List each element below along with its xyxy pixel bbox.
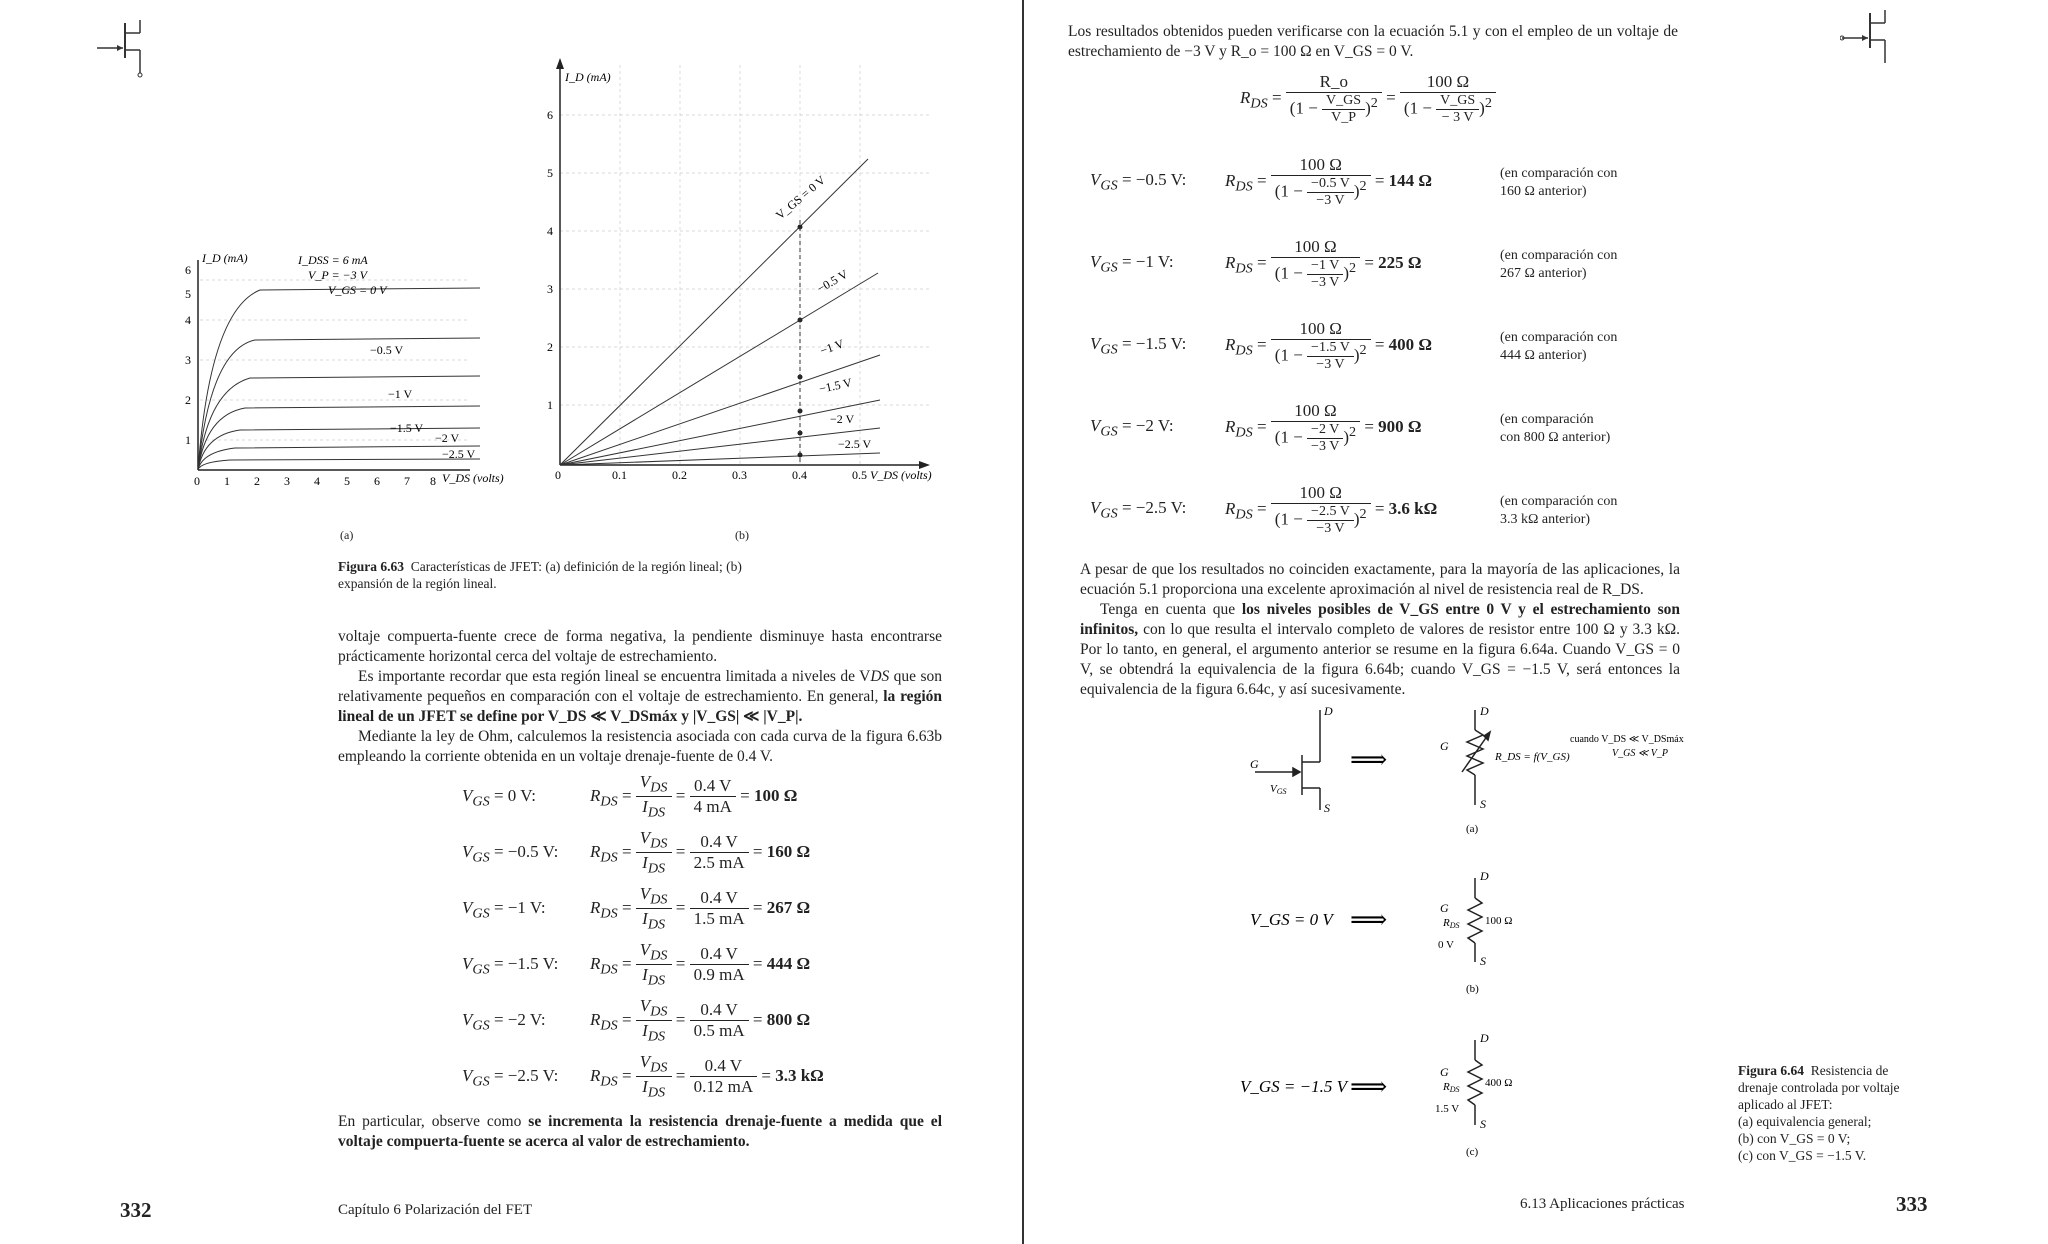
svg-text:6: 6: [185, 263, 191, 277]
paragraph: Mediante la ley de Ohm, calculemos la resistencia asociada con cada curva de la figura 6.63b empleando la corriente obtenida en un voltaje drenaje-fuente de 0.4 V.: [338, 728, 942, 765]
equation-row: $V_{GS} = -2$ V: $R_{DS}$ = 100 Ω (1 − $\frac{-2 V}{-3 V}$ )$^2$ = 900 Ω (en comparación con 800 Ω anterior): [1090, 401, 1611, 454]
fig-b-curve-label: −1.5 V: [817, 375, 854, 396]
svg-text:D: D: [1324, 704, 1333, 718]
svg-text:0: 0: [194, 474, 200, 488]
comparison-note: (en comparación con 444 Ω anterior): [1500, 330, 1618, 363]
fig-b-xlabel: V_DS (volts): [870, 468, 932, 482]
fig-a-sublabel: (a): [340, 528, 354, 542]
svg-text:0.1: 0.1: [612, 468, 627, 482]
figure-6-63b: [540, 55, 940, 495]
fig-a-curve-label: −2 V: [435, 431, 460, 445]
page-gutter: [1022, 0, 1024, 1244]
svg-text:0.4: 0.4: [792, 468, 807, 482]
svg-text:6: 6: [374, 474, 380, 488]
result-value: 900 Ω: [1378, 416, 1422, 436]
svg-text:G: G: [1440, 901, 1449, 915]
vgs-label: V_GS = −1.5 V: [1240, 1077, 1347, 1096]
fig-a-x-ticks: [194, 474, 436, 488]
result-value: 3.6 kΩ: [1388, 498, 1438, 518]
result-value: 400 Ω: [1388, 334, 1433, 354]
svg-text:0.3: 0.3: [732, 468, 747, 482]
svg-text:0.5: 0.5: [852, 468, 867, 482]
fig-b-curve-label: −1 V: [818, 336, 846, 358]
resistance-value: 100 Ω: [1485, 915, 1513, 927]
page-footer: 6.13 Aplicaciones prácticas: [1520, 1196, 1685, 1212]
svg-text:S: S: [1480, 954, 1486, 968]
jfet-circuit-icon: [1255, 710, 1320, 810]
condition: cuando V_DS ≪ V_DSmáx: [1570, 734, 1684, 745]
svg-text:RDS: RDS: [1443, 917, 1460, 930]
fig-b-x-ticks: [555, 468, 867, 482]
resistance-value: 400 Ω: [1485, 1077, 1513, 1089]
svg-text:4: 4: [547, 224, 553, 238]
svg-text:3: 3: [185, 353, 191, 367]
jfet-symbol-icon: [1840, 8, 1890, 70]
fig-a-curve-label: −1 V: [388, 387, 413, 401]
equation-row: $V_{GS} = -2.5$ V: $R_{DS}$ = $\frac{V_{DS}}{I_{DS}}$ = $\frac{0.4 V}{0.12 mA}$ = 3.3 kΩ: [462, 1052, 824, 1101]
result-value: 267 Ω: [766, 897, 811, 917]
result-value: 160 Ω: [766, 841, 811, 861]
svg-text:S: S: [1480, 1117, 1486, 1131]
arrow: ⟹: [1350, 905, 1388, 934]
svg-text:S: S: [1324, 801, 1330, 815]
fig-b-ylabel: I_D (mA): [565, 70, 611, 84]
svg-text:D: D: [1480, 1031, 1489, 1045]
comparison-note: (en comparación con 800 Ω anterior): [1500, 412, 1611, 445]
figure-6-64: [1240, 700, 1710, 1170]
svg-text:S: S: [1480, 797, 1486, 811]
figure-6-63-caption: [338, 558, 798, 592]
equation-row: $V_{GS} = -0.5$ V: $R_{DS}$ = $\frac{V_{DS}}{I_{DS}}$ = $\frac{0.4 V}{2.5 mA}$ = 160 Ω: [462, 828, 811, 877]
svg-text:RDS: RDS: [1443, 1081, 1460, 1094]
svg-text:2: 2: [185, 393, 191, 407]
svg-text:0.2: 0.2: [672, 468, 687, 482]
caption-text: Características de JFET: (a) definición de la región lineal; (b) expansión de la región lineal.: [338, 559, 742, 591]
fig-a-param: V_P = −3 V: [308, 268, 367, 282]
equation-row: $V_{GS} = -2.5$ V: $R_{DS}$ = 100 Ω (1 − $\frac{-2.5 V}{-3 V}$ )$^2$ = 3.6 kΩ (en comparación con 3.3 kΩ anterior): [1090, 483, 1618, 536]
svg-text:D: D: [1480, 869, 1489, 883]
right-intro: Los resultados obtenidos pueden verificarse con la ecuación 5.1 y con el empleo de un voltaje de estrechamiento de −3 V y R_o = 100 Ω en V_GS = 0 V.: [1068, 23, 1678, 60]
left-conclusion: En particular, observe como se incrementa la resistencia drenaje-fuente a medida que el voltaje compuerta-fuente se acerca al valor de estrechamiento.: [338, 1113, 942, 1150]
svg-text:5: 5: [344, 474, 350, 488]
resistor-icon: [1468, 878, 1482, 962]
svg-text:2: 2: [254, 474, 260, 488]
paragraph: A pesar de que los resultados no coinciden exactamente, para la mayoría de las aplicaciones, la ecuación 5.1 proporciona una excelente aproximación al nivel de resistencia real de R_DS.: [1080, 561, 1680, 598]
paragraph: Es importante recordar que esta región lineal se encuentra limitada a niveles de VDS que son relativamente pequeños en comparación con el voltaje de estrechamiento. En general, la región lineal de un JFET se define por V_DS ≪ V_DSmáx y |V_GS| ≪ |V_P|.: [338, 668, 942, 725]
svg-text:4: 4: [314, 474, 320, 488]
paragraph: Tenga en cuenta que los niveles posibles de V_GS entre 0 V y el estrechamiento son infinitos, con lo que resulta el intervalo completo de valores de resistor entre 100 Ω y 3.3 kΩ. Por lo tanto, en general, el argumento anterior se resume en la figura 6.64a. Cuando V_GS = 0 V, se obtendrá la equivalencia de la figura 6.64b; cuando V_GS = −1.5 V, será entonces la equivalencia de la figura 6.64c, y así sucesivamente.: [1080, 601, 1680, 698]
paragraph: voltaje compuerta-fuente crece de forma negativa, la pendiente disminuye hasta encontrarse prácticamente horizontal cerca del voltaje de estrechamiento.: [338, 628, 942, 665]
result-value: 800 Ω: [766, 1009, 811, 1029]
sub-label: (b): [1466, 983, 1479, 995]
equation-row: $V_{GS} = -2$ V: $R_{DS}$ = $\frac{V_{DS}}{I_{DS}}$ = $\frac{0.4 V}{0.5 mA}$ = 800 Ω: [462, 996, 811, 1045]
svg-text:G: G: [1440, 1065, 1449, 1079]
equation-row: $V_{GS} = -1.5$ V: $R_{DS}$ = 100 Ω (1 − $\frac{-1.5 V}{-3 V}$ )$^2$ = 400 Ω (en comparación con 444 Ω anterior): [1090, 319, 1618, 372]
result-value: 225 Ω: [1378, 252, 1422, 272]
comparison-note: (en comparación con 3.3 kΩ anterior): [1500, 494, 1618, 527]
figure-6-63a: [180, 240, 525, 490]
fig-a-param: I_DSS = 6 mA: [298, 253, 368, 267]
figure-6-64-caption: Figura 6.64 Resistencia de drenaje controlada por voltaje aplicado al JFET: (a) equivalencia general; (b) con V_GS = 0 V; (c) con V_GS = −1.5 V.: [1738, 1063, 1900, 1163]
svg-text:G: G: [1250, 757, 1259, 771]
fig-b-curve-label: −0.5 V: [814, 266, 851, 296]
page-number: 333: [1896, 1192, 1928, 1216]
result-value: 444 Ω: [766, 953, 811, 973]
fig-b-y-ticks: [547, 108, 553, 412]
svg-text:4: 4: [185, 313, 191, 327]
equation-row: $V_{GS} = -1.5$ V: $R_{DS}$ = $\frac{V_{DS}}{I_{DS}}$ = $\frac{0.4 V}{0.9 mA}$ = 444 Ω: [462, 940, 811, 989]
fig-a-ylabel: I_D (mA): [202, 251, 248, 265]
svg-text:2: 2: [547, 340, 553, 354]
svg-text:5: 5: [185, 287, 191, 301]
page-number: 332: [120, 1198, 152, 1222]
jfet-symbol-icon: [95, 18, 145, 80]
equation-row: $V_{GS} = 0$ V: $R_{DS}$ = $\frac{V_{DS}}{I_{DS}}$ = $\frac{0.4 V}{4 mA}$ = 100 Ω: [462, 772, 798, 821]
fig-b-curve-label: V_GS = 0 V: [772, 172, 829, 223]
page-footer: Capítulo 6 Polarización del FET: [338, 1202, 533, 1218]
comparison-note: (en comparación con 267 Ω anterior): [1500, 248, 1618, 281]
svg-text:6: 6: [547, 108, 553, 122]
svg-text:VGS: VGS: [1270, 783, 1287, 796]
variable-resistor-icon: [1462, 710, 1490, 805]
comparison-note: (en comparación con 160 Ω anterior): [1500, 166, 1618, 199]
arrow: ⟹: [1350, 1072, 1388, 1101]
fig-b-sublabel: (b): [735, 528, 749, 542]
fig-a-curve-label: −1.5 V: [390, 421, 424, 435]
sub-label: (a): [1466, 823, 1479, 835]
fig-a-curve-label: −2.5 V: [442, 447, 476, 461]
vgs-label: V_GS = 0 V: [1250, 910, 1333, 929]
svg-text:D: D: [1480, 704, 1489, 718]
fig-b-curve-label: −2 V: [830, 412, 855, 426]
left-body-text: [338, 627, 942, 767]
svg-text:3: 3: [547, 282, 553, 296]
equation-row: $V_{GS} = -1$ V: $R_{DS}$ = $\frac{V_{DS}}{I_{DS}}$ = $\frac{0.4 V}{1.5 mA}$ = 267 Ω: [462, 884, 811, 933]
voltage-value: 1.5 V: [1435, 1103, 1460, 1115]
equation-row: $V_{GS} = -1$ V: $R_{DS}$ = 100 Ω (1 − $\frac{-1 V}{-3 V}$ )$^2$ = 225 Ω (en comparación con 267 Ω anterior): [1090, 237, 1618, 290]
result-value: 100 Ω: [753, 785, 798, 805]
svg-text:1: 1: [547, 398, 553, 412]
caption-label: Figura 6.63: [338, 559, 404, 574]
svg-text:G: G: [1440, 739, 1449, 753]
voltage-value: 0 V: [1438, 939, 1454, 951]
general-equation: $R_{DS}$ = R_o (1 − $\frac{V\_GS}{V\_P}$ )$^2$ = 100 Ω (1 − $\frac{V\_GS}{- 3 V}$ )$^2$: [1240, 72, 1496, 126]
svg-text:1: 1: [185, 433, 191, 447]
svg-text:3: 3: [284, 474, 290, 488]
fig-a-xlabel: V_DS (volts): [442, 471, 504, 485]
svg-text:5: 5: [547, 166, 553, 180]
left-equations: [462, 772, 882, 1108]
result-value: 3.3 kΩ: [775, 1065, 824, 1085]
fig-a-y-ticks: [185, 263, 191, 447]
rds-function: R_DS = f(V_GS): [1495, 751, 1570, 763]
sub-label: (c): [1466, 1146, 1479, 1158]
fig-a-curve-label: −0.5 V: [370, 343, 404, 357]
svg-text:8: 8: [430, 474, 436, 488]
result-value: 144 Ω: [1388, 170, 1433, 190]
resistor-icon: [1468, 1040, 1482, 1125]
arrow: ⟹: [1350, 745, 1388, 774]
right-body-text: [1080, 560, 1680, 700]
right-equations: [1090, 155, 1690, 565]
svg-text:7: 7: [404, 474, 410, 488]
fig-b-curve-label: −2.5 V: [838, 437, 872, 451]
condition: V_GS ≪ V_P: [1612, 748, 1669, 759]
svg-text:0: 0: [555, 468, 561, 482]
equation-row: $V_{GS} = -0.5$ V: $R_{DS}$ = 100 Ω (1 − $\frac{-0.5 V}{-3 V}$ )$^2$ = 144 Ω (en comparación con 160 Ω anterior): [1090, 155, 1618, 208]
fig-a-param: V_GS = 0 V: [328, 283, 387, 297]
svg-text:1: 1: [224, 474, 230, 488]
